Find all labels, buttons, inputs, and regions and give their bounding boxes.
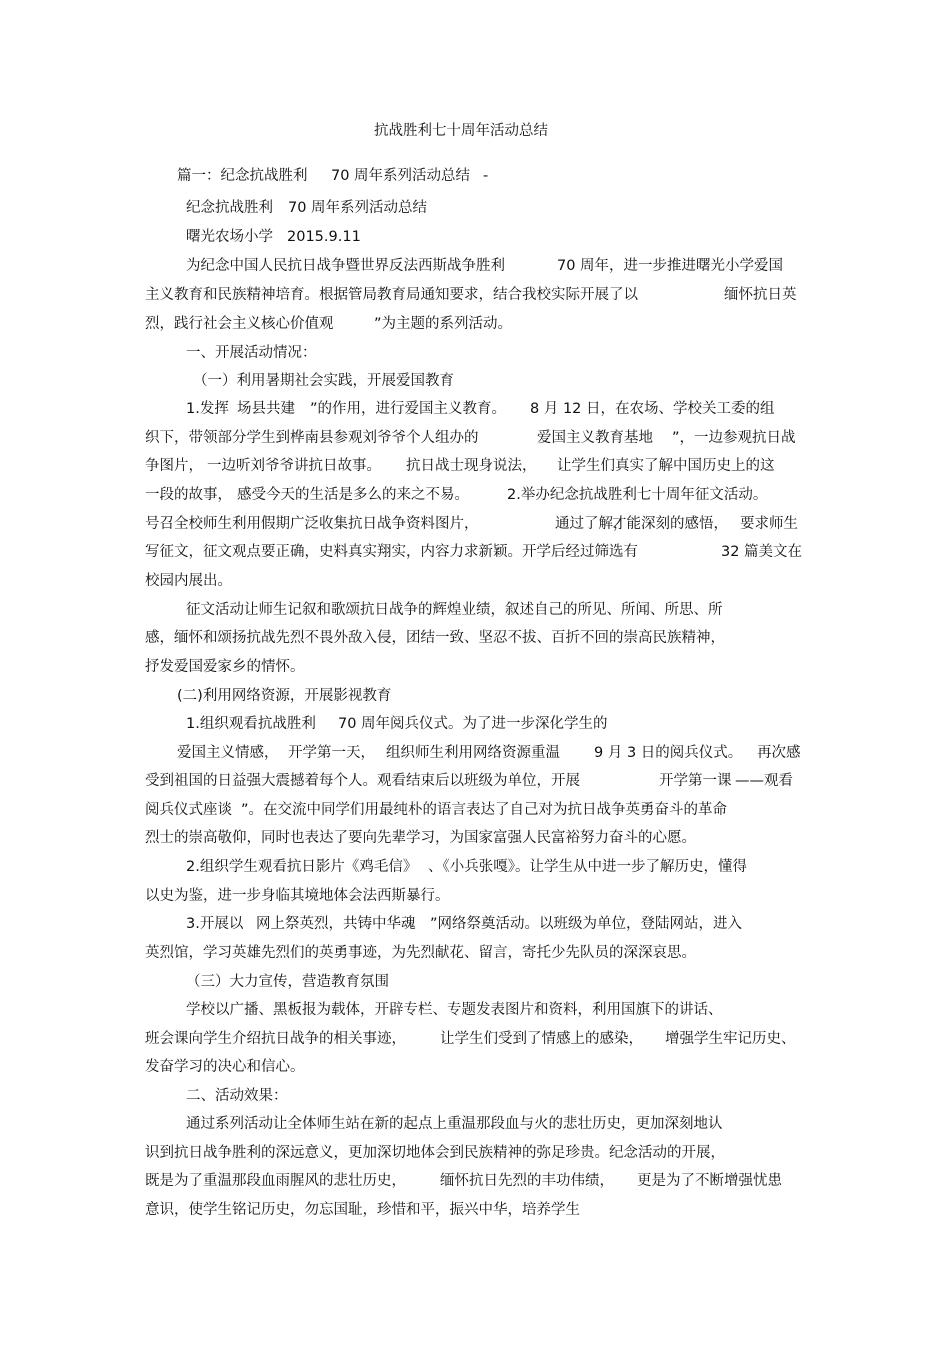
text-segment: 一段的故事， bbox=[145, 487, 232, 503]
text-segment: 让学生们真实了解中国历史上的这 bbox=[557, 458, 775, 474]
text-segment: 感，缅怀和颂扬抗战先烈不畏外敌入侵，团结一致、坚忍不拔、百折不回的崇高民族精神， bbox=[145, 630, 725, 646]
text-segment: ”为主题的系列活动。 bbox=[374, 316, 513, 332]
text-segment: 一、开展活动情况： bbox=[186, 345, 317, 361]
text-segment: 开学第一课 bbox=[659, 773, 732, 789]
text-segment: 8 月 12 日，在农场、学校关工委的组 bbox=[530, 401, 775, 417]
text-segment: 班会课向学生介绍抗日战争的相关事迹， bbox=[145, 1031, 406, 1047]
text-segment: 爱国主义教育基地 bbox=[537, 430, 653, 446]
text-segment: 受到祖国的日益强大震撼着每个人。观看结束后以班级为单位，开展 bbox=[145, 773, 580, 789]
text-segment: （三）大力宣传，营造教育氛围 bbox=[186, 974, 389, 990]
text-segment: 1.组织观看抗战胜利 bbox=[186, 716, 316, 732]
text-segment: ”网络祭奠活动。以班级为单位，登陆网站，进入 bbox=[430, 916, 743, 932]
text-segment: ”的作用，进行爱国主义教育。 bbox=[310, 401, 507, 417]
text-segment: 要求师生 bbox=[740, 516, 798, 532]
text-segment: 校园内展出。 bbox=[145, 573, 232, 589]
text-segment: 号召全校师生利用假期广泛收集抗日战争资料图片， bbox=[145, 516, 479, 532]
text-segment: 2.举办纪念抗战胜利七十周年征文活动。 bbox=[507, 487, 768, 503]
text-segment: 1.发挥 bbox=[186, 401, 229, 417]
text-segment: 3.开展以 bbox=[186, 916, 244, 932]
text-segment: 烈士的崇高敬仰，同时也表达了要向先辈学习，为国家富强人民富裕努力奋斗的心愿。 bbox=[145, 830, 696, 846]
text-segment: 写征文，征文观点要正确，史料真实翔实，内容力求新颖。开学后经过筛选有 bbox=[145, 544, 638, 560]
text-segment: 缅怀抗日英 bbox=[724, 287, 797, 303]
text-segment: 通过了解， bbox=[555, 516, 628, 532]
text-segment: 纪念抗战胜利 bbox=[186, 200, 273, 216]
text-segment: 2015.9.11 bbox=[287, 229, 361, 245]
text-segment: ——观看 bbox=[735, 773, 793, 789]
text-segment: 2.组织学生观看抗日影片《鸡毛信》 bbox=[186, 859, 418, 875]
text-segment: 织下，带领部分学生到桦南县参观刘爷爷个人组办的 bbox=[145, 430, 479, 446]
text-segment: 主义教育和民族精神培育。根据管局教育局通知要求，结合我校实际开展了以 bbox=[145, 287, 638, 303]
text-segment: 识到抗日战争胜利的深远意义，更加深切地体会到民族精神的弥足珍贵。纪念活动的开展， bbox=[145, 1145, 725, 1161]
text-segment: - bbox=[483, 168, 489, 184]
text-segment: 二、活动效果： bbox=[186, 1088, 288, 1104]
text-segment: 才能深刻的感悟， bbox=[612, 516, 728, 532]
text-segment: 70 周年阅兵仪式。为了进一步深化学生的 bbox=[338, 716, 608, 732]
text-segment: 9 月 3 日的阅兵仪式。 bbox=[594, 745, 743, 761]
text-segment: 感受今天的生活是多么的来之不易。 bbox=[237, 487, 469, 503]
text-segment: （一）利用暑期社会实践，开展爱国教育 bbox=[193, 373, 454, 389]
text-segment: 70 周年系列活动总结 bbox=[331, 168, 471, 184]
text-segment: 32 篇美文在 bbox=[721, 544, 803, 560]
text-segment: 既是为了重温那段血雨腥风的悲壮历史， bbox=[145, 1173, 406, 1189]
text-segment: 网上祭英烈，共铸中华魂 bbox=[256, 916, 416, 932]
text-segment: ”。在交流中同学们用最纯朴的语言表达了自己对为抗日战争英勇奋斗的革命 bbox=[241, 802, 728, 818]
text-segment: 、《小兵张嘎》。让学生从中进一步了解历史，懂得 bbox=[428, 859, 747, 875]
text-segment: 开学第一天， bbox=[288, 745, 375, 761]
text-segment: 缅怀抗日先烈的丰功伟绩， bbox=[440, 1173, 614, 1189]
text-segment: 英烈馆，学习英雄先烈们的英勇事迹，为先烈献花、留言，寄托少先队员的深深哀思。 bbox=[145, 945, 696, 961]
text-segment: 增强学生牢记历史、 bbox=[665, 1031, 796, 1047]
text-segment: ”，一边参观抗日战 bbox=[672, 430, 796, 446]
text-segment: 爱国主义情感， bbox=[177, 745, 279, 761]
text-segment: (二)利用网络资源，开展影视教育 bbox=[177, 688, 392, 704]
text-segment: 让学生们受到了情感上的感染， bbox=[440, 1031, 643, 1047]
text-segment: 组织师生利用网络资源重温 bbox=[386, 745, 560, 761]
text-segment: 再次感 bbox=[757, 745, 801, 761]
text-segment: 以史为鉴，进一步身临其境地体会法西斯暴行。 bbox=[145, 888, 450, 904]
text-segment: 发奋学习的决心和信心。 bbox=[145, 1059, 305, 1075]
text-segment: 烈，践行社会主义核心价值观 bbox=[145, 316, 334, 332]
text-segment: 70 周年系列活动总结 bbox=[288, 200, 428, 216]
text-segment: 征文活动让师生记叙和歌颂抗日战争的辉煌业绩，叙述自己的所见、所闻、所思、所 bbox=[186, 602, 723, 618]
text-segment: 为纪念中国人民抗日战争暨世界反法西斯战争胜利 bbox=[186, 258, 505, 274]
text-segment: 阅兵仪式座谈 bbox=[145, 802, 232, 818]
text-segment: 场县共建 bbox=[237, 401, 295, 417]
text-segment: 通过系列活动让全体师生站在新的起点上重温那段血与火的悲壮历史，更加深刻地认 bbox=[186, 1116, 723, 1132]
text-segment: 抒发爱国爱家乡的情怀。 bbox=[145, 659, 305, 675]
text-segment: 争图片， bbox=[145, 458, 203, 474]
text-segment: 学校以广播、黑板报为载体，开辟专栏、专题发表图片和资料，利用国旗下的讲话、 bbox=[186, 1002, 723, 1018]
text-segment: 更是为了不断增强忧患 bbox=[637, 1173, 782, 1189]
text-segment: 意识，使学生铭记历史，勿忘国耻，珍惜和平，振兴中华，培养学生 bbox=[145, 1202, 580, 1218]
text-segment: 篇一：纪念抗战胜利 bbox=[177, 168, 308, 184]
document-title: 抗战胜利七十周年活动总结 bbox=[374, 123, 548, 139]
text-segment: 70 周年，进一步推进曙光小学爱国 bbox=[557, 258, 784, 274]
text-segment: 一边听刘爷爷讲抗日故事。 bbox=[207, 458, 381, 474]
text-segment: 抗日战士现身说法， bbox=[406, 458, 537, 474]
text-segment: 曙光农场小学 bbox=[186, 229, 273, 245]
